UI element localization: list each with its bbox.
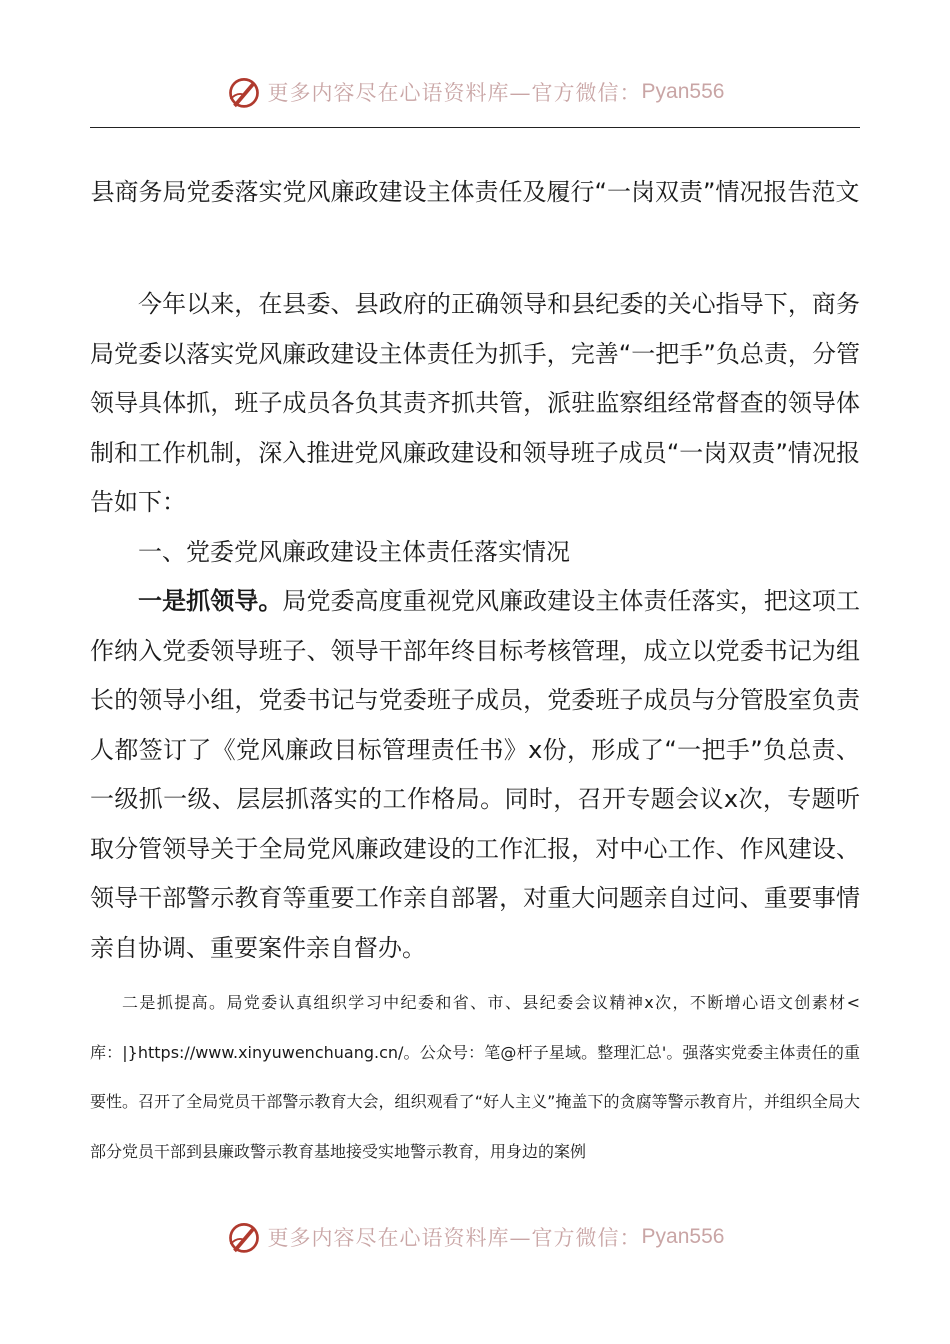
pen-logo-icon [226, 74, 262, 110]
point-two-paragraph: 二是抓提高。局党委认真组织学习中纪委和省、市、县纪委会议精神x次，不断增心语文创素材<库：|}https://www.xinyuwenchuang.cn/。公众号：笔@杆子星域。整理汇总'。强落实党委主体责任的重要性。召开了全局党员干部警示教育大会，组织观看了“好人主义”掩盖下的贪腐等警示教育片，并组织全局大部分党员干部到县廉政警示教育基地接受实地警示教育，用身边的案例 [90, 993, 860, 1161]
section-heading: 一、党委党风廉政建设主体责任落实情况 [138, 537, 570, 566]
pen-logo-icon [226, 1219, 262, 1255]
document-title: 县商务局党委落实党风廉政建设主体责任及履行“一岗双责”情况报告范文 [90, 178, 860, 206]
point-one-paragraph [90, 577, 860, 973]
intro-paragraph: 今年以来，在县委、县政府的正确领导和县纪委的关心指导下，商务局党委以落实党风廉政建设主体责任为抓手，完善“一把手”负总责，分管领导具体抓，班子成员各负其责齐抓共管，派驻监察组经常督查的领导体制和工作机制，深入推进党风廉政建设和领导班子成员“一岗双责”情况报告如下： [90, 290, 860, 516]
point-one-lead: 一是抓领导。 [138, 587, 283, 615]
watermark-text: 更多内容尽在心语资料库—官方微信： [267, 81, 642, 105]
footer-watermark [0, 1217, 950, 1257]
point-one-text: 局党委高度重视党风廉政建设主体责任落实，把这项工作纳入党委领导班子、领导干部年终目标考核管理，成立以党委书记为组长的领导小组，党委书记与党委班子成员，党委班子成员与分管股室负责人都签订了《党风廉政目标管理责任书》x份，形成了“一把手”负总责、一级抓一级、层层抓落实的工作格局。同时，召开专题会议x次，专题听取分管领导关于全局党风廉政建设的工作汇报，对中心工作、作风建设、领导干部警示教育等重要工作亲自部署，对重大问题亲自过问、重要事情亲自协调、重要案件亲自督办。 [90, 587, 861, 962]
watermark-text: 更多内容尽在心语资料库—官方微信： [267, 1226, 642, 1250]
watermark-wechat-id: Pyan556 [641, 80, 725, 103]
watermark-wechat-id: Pyan556 [641, 1225, 725, 1248]
header-watermark [0, 72, 950, 112]
header-rule [90, 127, 860, 128]
document-body [90, 280, 860, 973]
point-two-block [90, 978, 860, 1176]
